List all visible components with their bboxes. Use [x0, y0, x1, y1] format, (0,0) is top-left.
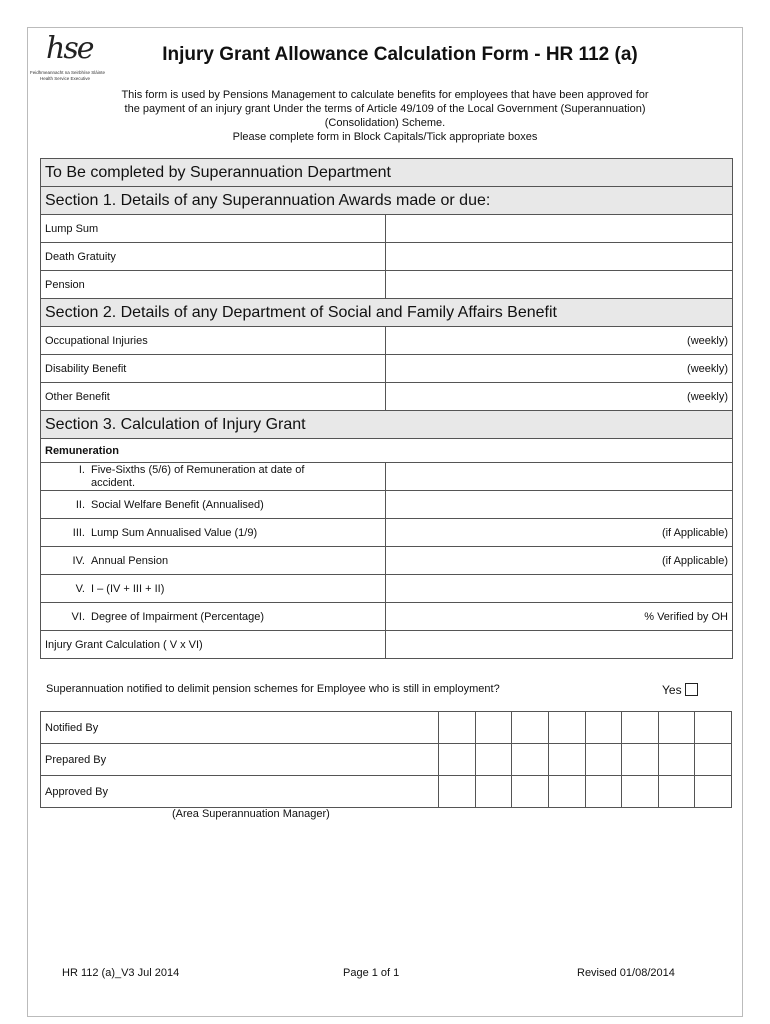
roman-numeral: VI.	[71, 610, 85, 623]
section3-title: Section 3. Calculation of Injury Grant	[41, 411, 733, 439]
section2-title: Section 2. Details of any Department of Social and Family Affairs Benefit	[41, 299, 733, 327]
other-benefit-label: Other Benefit	[41, 383, 386, 411]
prepared-by-label: Prepared By	[41, 744, 439, 776]
notified-by-box[interactable]	[695, 712, 732, 744]
notified-by-box[interactable]	[585, 712, 622, 744]
notified-by-box[interactable]	[512, 712, 549, 744]
calc-row-label	[41, 491, 386, 519]
section1-title: Section 1. Details of any Superannuation Awards made or due:	[41, 187, 733, 215]
occupational-injuries-field[interactable]: (weekly)	[386, 327, 733, 355]
injury-grant-total-label: Injury Grant Calculation ( V x VI)	[41, 631, 386, 659]
death-gratuity-field[interactable]	[386, 243, 733, 271]
notified-by-box[interactable]	[622, 712, 659, 744]
manager-note: (Area Superannuation Manager)	[172, 808, 330, 820]
formula-field[interactable]	[386, 575, 733, 603]
prepared-by-box[interactable]	[548, 744, 585, 776]
form-title: Injury Grant Allowance Calculation Form - HR 112 (a)	[162, 44, 638, 65]
intro-line: This form is used by Pensions Management to calculate benefits for employees that have been approved for	[121, 89, 649, 101]
calc-row-label	[41, 547, 386, 575]
prepared-by-box[interactable]	[439, 744, 476, 776]
intro-line: (Consolidation) Scheme.	[324, 117, 446, 129]
approved-by-box[interactable]	[512, 776, 549, 808]
prepared-by-box[interactable]	[475, 744, 512, 776]
injury-grant-total-field[interactable]	[386, 631, 733, 659]
yes-label: Yes	[662, 683, 682, 697]
footer-version: HR 112 (a)_V3 Jul 2014	[62, 967, 180, 979]
calc-row-text: Social Welfare Benefit (Annualised)	[91, 498, 264, 511]
prepared-by-box[interactable]	[658, 744, 695, 776]
approved-by-box[interactable]	[622, 776, 659, 808]
prepared-by-box[interactable]	[585, 744, 622, 776]
approved-by-label: Approved By	[41, 776, 439, 808]
annual-pension-field[interactable]: (if Applicable)	[386, 547, 733, 575]
approved-by-box[interactable]	[585, 776, 622, 808]
intro-line: the payment of an injury grant Under the terms of Article 49/109 of the Local Government (Superannuation)	[124, 103, 646, 115]
impairment-field[interactable]: % Verified by OH	[386, 603, 733, 631]
remuneration-subheading: Remuneration	[41, 439, 733, 463]
calc-row-label	[41, 519, 386, 547]
intro-text	[60, 88, 710, 144]
calc-row-label	[41, 463, 386, 491]
calc-row-text: Degree of Impairment (Percentage)	[91, 610, 265, 623]
logo-english-text: Health Service Executive	[40, 76, 91, 81]
notified-by-box[interactable]	[548, 712, 585, 744]
notified-by-box[interactable]	[475, 712, 512, 744]
approved-by-box[interactable]	[658, 776, 695, 808]
delimit-question: Superannuation notified to delimit pension schemes for Employee who is still in employment?	[46, 683, 500, 695]
calc-row-label	[41, 603, 386, 631]
calc-row-label	[41, 575, 386, 603]
yes-checkbox[interactable]	[685, 683, 698, 696]
pension-label: Pension	[41, 271, 386, 299]
approved-by-box[interactable]	[695, 776, 732, 808]
lump-sum-annualised-field[interactable]: (if Applicable)	[386, 519, 733, 547]
notified-by-box[interactable]	[439, 712, 476, 744]
logo-irish-text: Feidhmeannacht na Seirbhíse Sláinte	[30, 70, 106, 75]
disability-benefit-label: Disability Benefit	[41, 355, 386, 383]
pension-field[interactable]	[386, 271, 733, 299]
department-header: To Be completed by Superannuation Department	[41, 159, 733, 187]
calc-row-text: Five-Sixths (5/6) of Remuneration at date of accident.	[91, 463, 305, 489]
prepared-by-box[interactable]	[622, 744, 659, 776]
prepared-by-box[interactable]	[512, 744, 549, 776]
yes-option[interactable]	[662, 683, 698, 697]
notified-by-box[interactable]	[658, 712, 695, 744]
roman-numeral: I.	[78, 463, 85, 476]
approved-by-box[interactable]	[439, 776, 476, 808]
social-welfare-field[interactable]	[386, 491, 733, 519]
roman-numeral: V.	[75, 582, 85, 595]
occupational-injuries-label: Occupational Injuries	[41, 327, 386, 355]
calc-row-text: I – (IV + III + II)	[91, 582, 165, 595]
approved-by-box[interactable]	[475, 776, 512, 808]
calc-row-text: Annual Pension	[91, 554, 169, 567]
lump-sum-label: Lump Sum	[41, 215, 386, 243]
disability-benefit-field[interactable]: (weekly)	[386, 355, 733, 383]
logo-mark: hse	[46, 31, 93, 66]
death-gratuity-label: Death Gratuity	[41, 243, 386, 271]
prepared-by-box[interactable]	[695, 744, 732, 776]
roman-numeral: IV.	[72, 554, 85, 567]
calc-row-text: Lump Sum Annualised Value (1/9)	[91, 526, 258, 539]
signoff-table	[40, 711, 732, 808]
five-sixths-field[interactable]	[386, 463, 733, 491]
other-benefit-field[interactable]: (weekly)	[386, 383, 733, 411]
intro-instruction: Please complete form in Block Capitals/Tick appropriate boxes	[232, 131, 538, 143]
notified-by-label: Notified By	[41, 712, 439, 744]
main-form-table	[40, 158, 733, 659]
footer-revised-date: Revised 01/08/2014	[577, 967, 675, 979]
roman-numeral: II.	[75, 498, 85, 511]
lump-sum-field[interactable]	[386, 215, 733, 243]
footer-page-number: Page 1 of 1	[343, 967, 400, 979]
roman-numeral: III.	[72, 526, 85, 539]
approved-by-box[interactable]	[548, 776, 585, 808]
